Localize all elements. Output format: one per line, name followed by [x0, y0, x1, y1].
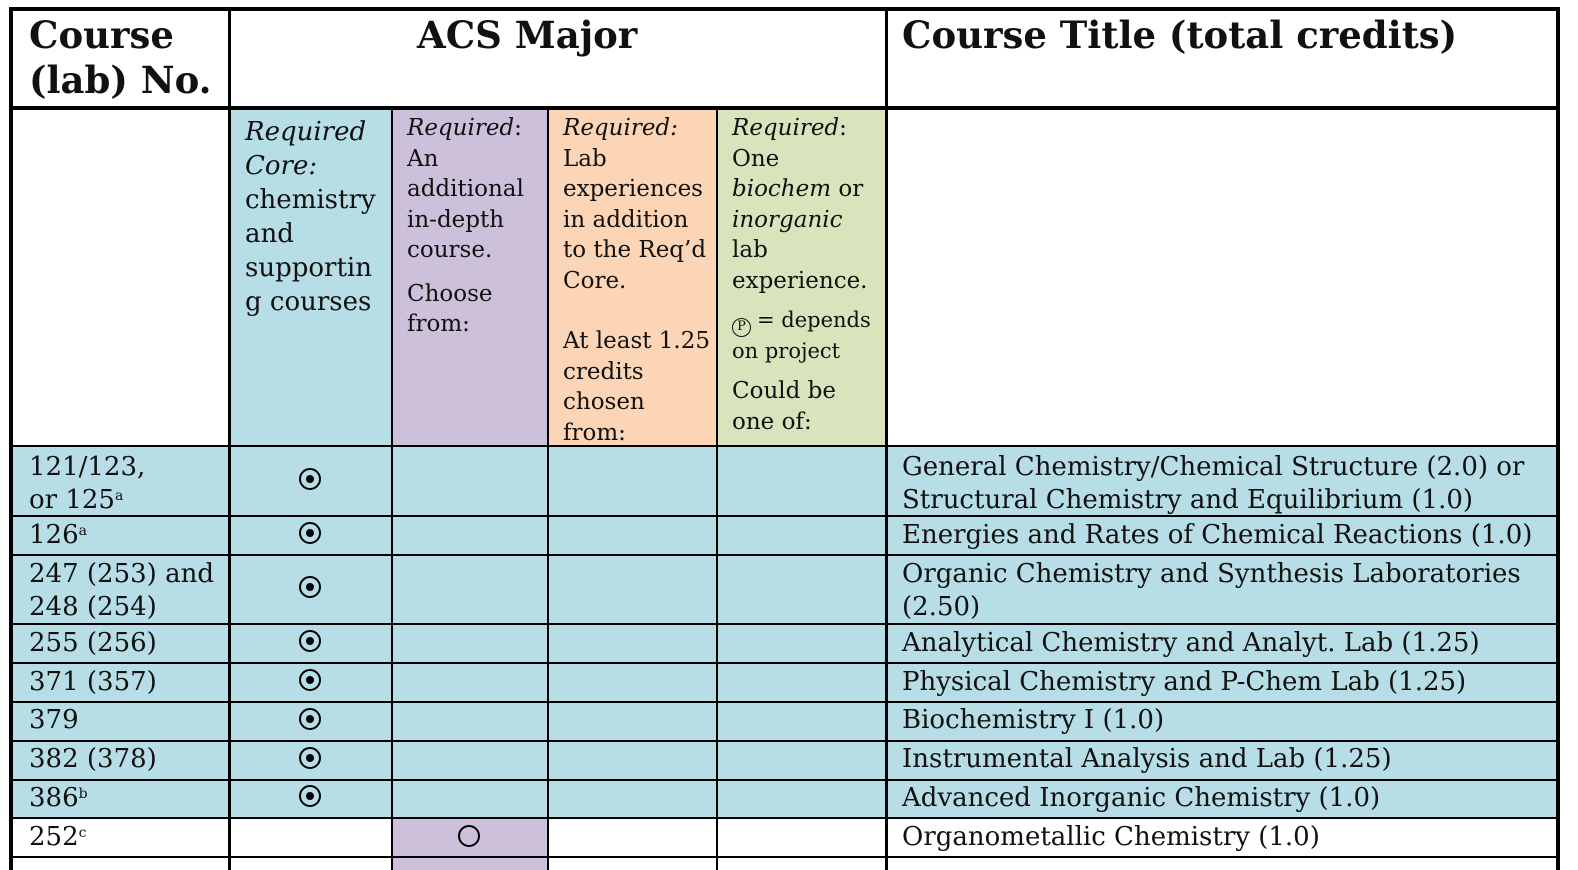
core-requirement-mark [299, 708, 321, 730]
table-row-course [29, 821, 86, 854]
course-title-header: Course Title (total credits) [902, 13, 1458, 57]
course-number: 255 (256) [29, 628, 157, 658]
course-number: 121/123, [29, 452, 146, 482]
lab-note-4: from: [563, 419, 626, 446]
table-top-border [9, 7, 1560, 11]
biochem-lab-word: lab [732, 237, 768, 263]
lab-line-5: Core. [563, 267, 627, 294]
course-number: 382 (378) [29, 744, 157, 774]
course-header-line2: (lab) No. [29, 58, 212, 102]
indepth-choose-1: Choose [407, 280, 493, 307]
lab-label: Required: [563, 115, 678, 141]
p-legend-text-2: on project [732, 339, 841, 363]
core-label-l2: Core: [245, 151, 318, 181]
biochem-could-1: Could be [732, 378, 836, 404]
course-title: Physical Chemistry and P-Chem Lab (1.25) [902, 667, 1467, 697]
row-divider [9, 515, 1560, 517]
course-header-line1: Course [29, 13, 174, 57]
course-title: Biochemistry I (1.0) [902, 705, 1165, 735]
biochem-or: or [831, 176, 864, 202]
indepth-line-2: additional [407, 176, 524, 202]
biochem-requirement-note [732, 113, 886, 437]
course-number: 247 (253) and [29, 559, 214, 589]
lab-requirement-note [563, 113, 715, 448]
biochem-line-one: One [732, 145, 780, 172]
core-line-2: and [245, 219, 294, 249]
lab-line-4: to the Req’d [563, 237, 707, 263]
row-divider [9, 740, 1560, 742]
table-row-course [29, 519, 87, 552]
course-number: 371 (357) [29, 667, 157, 697]
inorganic-word: inorganic [732, 206, 843, 233]
biochem-word: biochem [732, 176, 832, 202]
lab-note-3: chosen [563, 389, 645, 415]
indepth-line-1: An [407, 145, 439, 172]
course-number: 252 [29, 822, 79, 852]
table-row-title [902, 558, 1521, 624]
biochem-colon: : [839, 115, 847, 141]
course-title: Advanced Inorganic Chemistry (1.0) [902, 783, 1381, 813]
lab-note-1: At least 1.25 [563, 328, 711, 354]
table-row-course [29, 558, 214, 624]
core-requirement-mark [299, 747, 321, 769]
col-divider-lab [716, 109, 718, 870]
course-title: Instrumental Analysis and Lab (1.25) [902, 744, 1392, 774]
lab-note-2: credits [563, 358, 644, 385]
footnote-marker: a [114, 488, 124, 504]
core-requirement-mark [299, 468, 321, 490]
p-circle-icon: P [732, 318, 751, 337]
core-line-1: chemistry [245, 185, 376, 215]
indepth-choose-2: from: [407, 311, 470, 337]
biochem-could-2: one of: [732, 408, 812, 435]
p-legend-text: = depends [757, 308, 871, 332]
subheader-divider [9, 445, 1560, 447]
course-number-header [29, 13, 229, 103]
core-label-l1: Required [245, 117, 367, 147]
biochem-experience: experience. [732, 267, 868, 294]
row-divider [9, 623, 1560, 625]
indepth-line-4: course. [407, 237, 493, 263]
course-title: Energies and Rates of Chemical Reactions (1.0) [902, 520, 1533, 550]
row-divider [9, 701, 1560, 703]
core-line-3: supportin [245, 253, 372, 283]
course-number: 386 [29, 783, 79, 813]
course-number: 126 [29, 520, 79, 550]
course-number-l2: or 125 [29, 485, 115, 515]
core-requirement-mark [299, 630, 321, 652]
core-line-4: g courses [245, 287, 372, 317]
course-number: 379 [29, 705, 79, 735]
table-row-course [29, 451, 145, 517]
indepth-line-3: in-depth [407, 206, 505, 233]
acs-major-header: ACS Major [417, 13, 638, 57]
course-title-l2: Structural Chemistry and Equilibrium (1.0) [902, 485, 1474, 515]
indepth-requirement-mark [458, 825, 480, 847]
core-requirement-mark [299, 669, 321, 691]
indepth-colon: : [514, 115, 522, 141]
course-title: Analytical Chemistry and Analyt. Lab (1.25) [902, 628, 1480, 658]
col-divider-indepth [547, 109, 549, 870]
row-divider [9, 779, 1560, 781]
indepth-requirement-note [407, 113, 547, 340]
course-number-l2: 248 (254) [29, 592, 157, 622]
lab-line-1: Lab [563, 145, 607, 172]
row-divider [9, 817, 1560, 819]
table-row-title [902, 451, 1524, 517]
footnote-marker: c [78, 825, 87, 841]
course-title: Organometallic Chemistry (1.0) [902, 822, 1320, 852]
lab-line-2: experiences [563, 176, 703, 202]
header-divider [9, 106, 1560, 110]
core-requirement-note [245, 115, 391, 319]
footnote-marker: b [78, 786, 88, 802]
biochem-label: Required [732, 115, 840, 141]
indepth-label: Required [407, 115, 515, 141]
requirements-table [9, 7, 1560, 870]
row-divider [9, 554, 1560, 556]
core-requirement-mark [299, 576, 321, 598]
core-requirement-mark [299, 522, 321, 544]
course-title: General Chemistry/Chemical Structure (2.0) or [902, 452, 1525, 482]
core-requirement-mark [299, 785, 321, 807]
course-title-l2: (2.50) [902, 592, 981, 622]
lab-line-3: in addition [563, 206, 689, 233]
footnote-marker: a [78, 523, 87, 539]
row-divider [9, 856, 1560, 858]
row-divider [9, 662, 1560, 664]
col-divider-core [391, 109, 393, 870]
table-row-course [29, 782, 88, 815]
course-title: Organic Chemistry and Synthesis Laboratories [902, 559, 1521, 589]
